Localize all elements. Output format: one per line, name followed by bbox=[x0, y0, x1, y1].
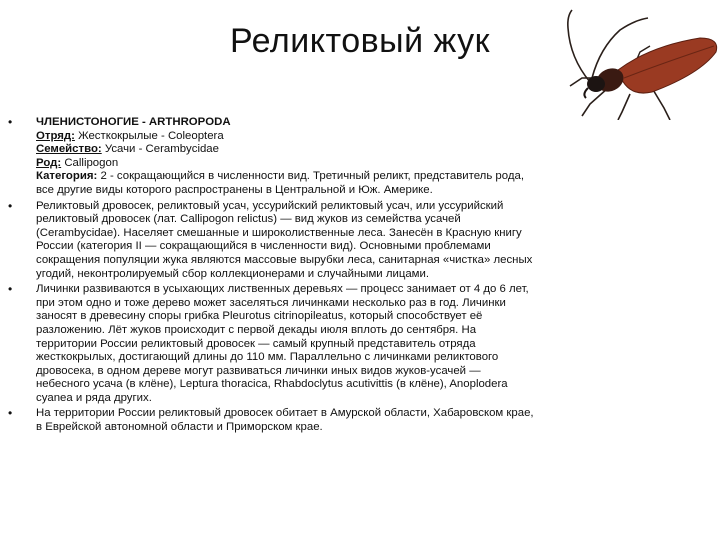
list-item-classification bbox=[8, 115, 676, 198]
category-value: 2 - сокращающийся в численности вид. Третичный реликт, представитель рода, bbox=[97, 170, 524, 183]
text-line: сокращения популяции жука являются массовые вырубки леса, санитарная «чистка» лесных bbox=[36, 253, 533, 266]
genus-label: Род: bbox=[36, 156, 62, 169]
bullet-icon: • bbox=[8, 282, 13, 297]
text-line: в Еврейской автономной области и Приморском крае. bbox=[36, 421, 323, 434]
bullet-icon: • bbox=[8, 198, 13, 213]
genus-value: Callipogon bbox=[61, 156, 119, 169]
text-line: Реликтовый дровосек, реликтовый усач, уссурийский реликтовый усач, или уссурийский bbox=[36, 199, 504, 212]
slide-title: Реликтовый жук bbox=[229, 22, 491, 60]
bullet-list bbox=[8, 115, 676, 435]
text-line: дровосека, в одном дереве могут развиваться личинки иных видов жуков-усачей — bbox=[36, 364, 481, 377]
bullet-icon: • bbox=[8, 406, 13, 421]
text-line: территории России реликтовый дровосек — самый крупный представитель отряда bbox=[36, 337, 476, 350]
text-line: (Cerambycidae). Населяет смешанные и широколиственные леса. Занесён в Красную книгу bbox=[36, 226, 522, 239]
text-line: угодий, неконтролируемый сбор коллекционерами и случайными лицами. bbox=[36, 267, 430, 280]
family-label: Семейство: bbox=[36, 143, 102, 156]
order-line bbox=[36, 130, 676, 144]
text-line: жесткокрылых, достигающий длины до 110 мм. Параллельно с личинками реликтового bbox=[36, 351, 499, 364]
bullet-icon: • bbox=[8, 115, 13, 129]
family-line bbox=[36, 143, 676, 157]
text-line: заносят в древесину споры грибка Pleurotus citrinopileatus, который способствует её bbox=[36, 310, 483, 323]
text-line: разложению. Лёт жуков происходит с первой декады июля вплоть до сентября. На bbox=[36, 323, 477, 336]
slide-body bbox=[8, 115, 676, 437]
text-line: Личинки развиваются в усыхающих лиственных деревьях — процесс занимает от 4 до 6 лет, bbox=[36, 283, 529, 296]
text-line: небесного усача (в клёне), Leptura thoracica, Rhabdoclytus acutivittis (в клёне), Anoplodera bbox=[36, 378, 508, 391]
list-item-larvae bbox=[8, 282, 676, 405]
category-line-2: все другие виды которого распространены в Центральной и Юж. Америке. bbox=[36, 183, 433, 196]
list-item-description bbox=[8, 198, 676, 282]
category-line bbox=[36, 170, 676, 184]
genus-line bbox=[36, 157, 676, 171]
text-line: при этом одно и тоже дерево может заселяться личинками несколько раз в год. Личинки bbox=[36, 296, 506, 309]
order-value: Жесткокрылые - Coleoptera bbox=[74, 129, 224, 142]
text-line: России (категория II — сокращающийся в численности вид). Основными проблемами bbox=[36, 240, 491, 253]
beetle-icon bbox=[560, 8, 720, 120]
category-label: Категория: bbox=[36, 170, 98, 183]
list-item-habitat bbox=[8, 406, 676, 434]
phylum-text: ЧЛЕНИСТОНОГИЕ - ARTHROPODA bbox=[36, 116, 231, 128]
text-line: реликтовый дровосек (лат. Callipogon relictus) — вид жуков из семейства усачей bbox=[36, 213, 461, 226]
family-value: Усачи - Cerambycidae bbox=[101, 143, 219, 156]
text-line: cyanea и ряда других. bbox=[36, 391, 152, 404]
text-line: На территории России реликтовый дровосек обитает в Амурской области, Хабаровском крае, bbox=[36, 407, 534, 420]
order-label: Отряд: bbox=[36, 129, 75, 142]
